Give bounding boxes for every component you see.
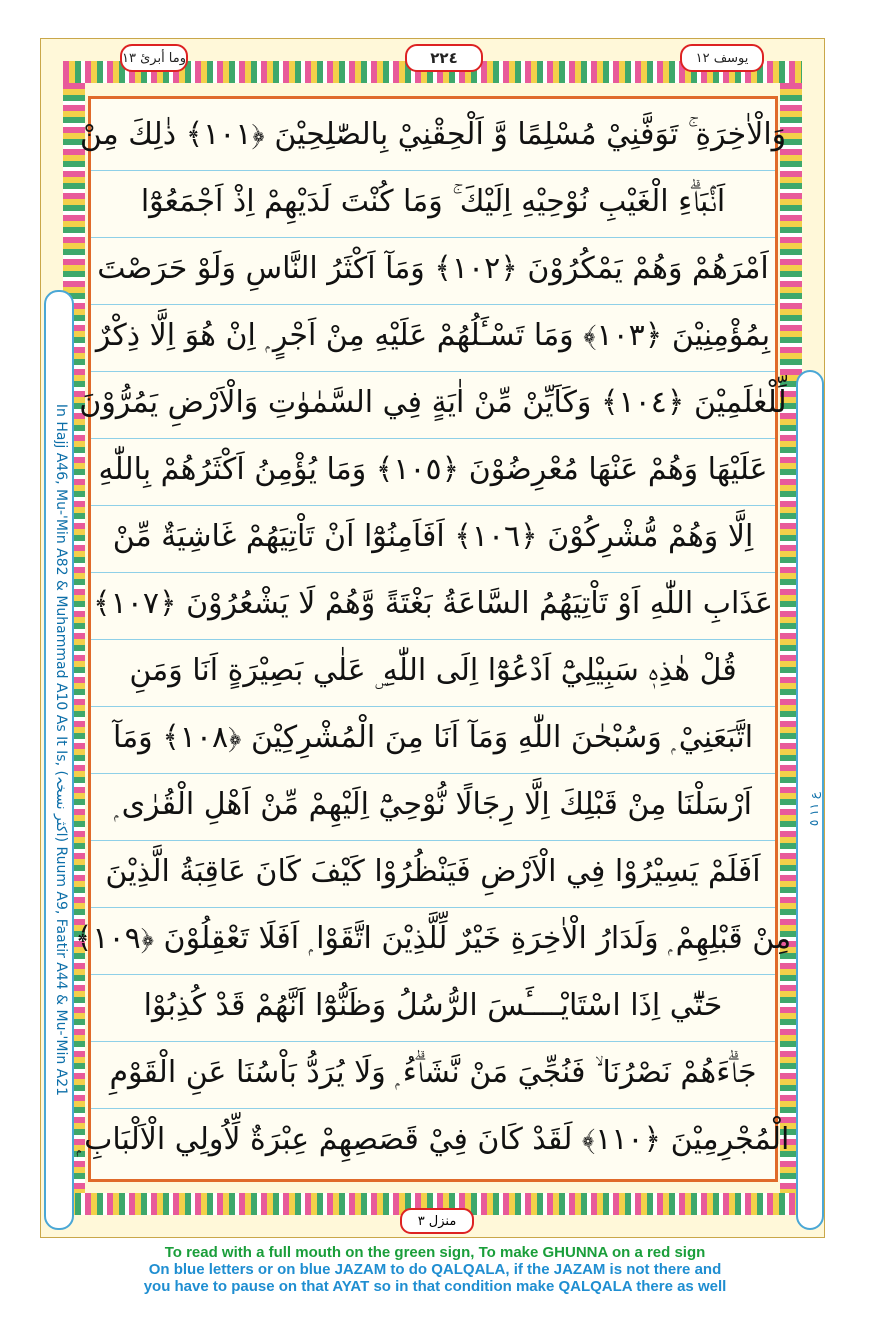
quran-line-10: اتَّبَعَنِيْ ۭ وَسُبْحٰنَ اللّٰهِ وَمَآ اَنَا مِنَ الْمُشْرِكِيْنَ ﴿١٠٨﴾ وَمَآ: [91, 702, 775, 774]
manzil-label: منزل ٣: [400, 1208, 474, 1234]
quran-line-14: حَتّٰٓي اِذَا اسْتَايْــــَٔسَ الرُّسُلُ وَظَنُّوْٓا اَنَّهُمْ قَدْ كُذِبُوْا: [91, 970, 775, 1042]
left-margin-text: In Hajj A46, Mu-'Min A82 & Muhammad A10 As It Is, (اکثر نسخہ) Ruum A9, Faatir A44 & Mu-'Min A21: [53, 403, 69, 1097]
quran-line-1: وَالْاٰخِرَةِ ۚ تَوَفَّنِيْ مُسْلِمًا وَّ اَلْحِقْنِيْ بِالصّٰلِحِيْنَ ﴿١٠١﴾ ذٰلِكَ مِنْ: [91, 99, 775, 171]
quran-line-11: اَرْسَلْنَا مِنْ قَبْلِكَ اِلَّا رِجَالًا نُّوْحِيْٓ اِلَيْهِمْ مِّنْ اَهْلِ الْقُرٰى ۭ: [91, 769, 775, 841]
quran-line-12: اَفَلَمْ يَسِيْرُوْا فِي الْاَرْضِ فَيَنْظُرُوْا كَيْفَ كَانَ عَاقِبَةُ الَّذِيْنَ: [91, 836, 775, 908]
quran-line-7: اِلَّا وَهُمْ مُّشْرِكُوْنَ ﴿١٠٦﴾ اَفَاَمِنُوْٓا اَنْ تَاْتِيَهُمْ غَاشِيَةٌ مِّنْ: [91, 501, 775, 573]
right-margin-note: [796, 370, 824, 1230]
quran-line-13: مِنْ قَبْلِهِمْ ۭ وَلَدَارُ الْاٰخِرَةِ خَيْرٌ لِّلَّذِيْنَ اتَّقَوْا ۭ اَفَلَا تَعْقِلُوْنَ ﴿١٠٩﴾: [91, 903, 775, 975]
quran-line-3: اَمْرَهُمْ وَهُمْ يَمْكُرُوْنَ ﴿١٠٢﴾ وَمَآ اَكْثَرُ النَّاسِ وَلَوْ حَرَصْتَ: [91, 233, 775, 305]
quran-line-8: عَذَابِ اللّٰهِ اَوْ تَاْتِيَهُمُ السَّاعَةُ بَغْتَةً وَّهُمْ لَا يَشْعُرُوْنَ ﴿١٠٧﴾: [91, 568, 775, 640]
quran-line-15: جَاۗءَهُمْ نَصْرُنَا ۙ فَنُجِّيَ مَنْ نَّشَاۗءُ ۭ وَلَا يُرَدُّ بَاْسُنَا عَنِ الْقَوْمِ: [91, 1037, 775, 1109]
content-area: [58, 76, 815, 1204]
footer-instructions: [0, 1244, 870, 1295]
left-margin-note: [44, 290, 74, 1230]
quran-line-16: الْمُجْرِمِيْنَ ﴿١١٠﴾ لَقَدْ كَانَ فِيْ قَصَصِهِمْ عِبْرَةٌ لِّاُولِي الْاَلْبَابِ ۭ: [76, 1122, 790, 1157]
quran-line-5: لِّلْعٰلَمِيْنَ ﴿١٠٤﴾ وَكَاَيِّنْ مِّنْ اٰيَةٍ فِي السَّمٰوٰتِ وَالْاَرْضِ يَمُرُّوْنَ: [91, 367, 775, 439]
quran-line-4: بِمُؤْمِنِيْنَ ﴿١٠٣﴾ وَمَا تَسْـَٔلُهُمْ عَلَيْهِ مِنْ اَجْرٍ ۭ اِنْ هُوَ اِلَّا ذِكْرٌ: [91, 300, 775, 372]
footer-line-1: To read with a full mouth on the green sign, To make GHUNNA on a red sign: [164, 1244, 706, 1261]
quran-text-box: [74, 96, 792, 1182]
quran-line-9: قُلْ هٰذِهٖ سَبِيْلِيْٓ اَدْعُوْٓا اِلَى اللّٰهِ ۣ عَلٰي بَصِيْرَةٍ اَنَا وَمَنِ: [91, 635, 775, 707]
page-number: ٢٢٤: [405, 44, 483, 72]
juz-label: وما أبرئ ١٣: [120, 44, 188, 72]
quran-line-6: عَلَيْهَا وَهُمْ عَنْهَا مُعْرِضُوْنَ ﴿١٠٥﴾ وَمَا يُؤْمِنُ اَكْثَرُهُمْ بِاللّٰهِ: [91, 434, 775, 506]
surah-label: يوسف ١٢: [680, 44, 764, 72]
ruku-marker: ع ١١ ٥: [807, 791, 821, 827]
footer-line-3: you have to pause on that AYAT so in that condition make QALQALA there as well: [143, 1278, 727, 1295]
footer-line-2: On blue letters or on blue JAZAM to do QALQALA, if the JAZAM is not there and: [148, 1261, 722, 1278]
quran-line-2: اَنْۢبَاۗءِ الْغَيْبِ نُوْحِيْهِ اِلَيْكَ ۚ وَمَا كُنْتَ لَدَيْهِمْ اِذْ اَجْمَعُوْٓا: [91, 166, 775, 238]
